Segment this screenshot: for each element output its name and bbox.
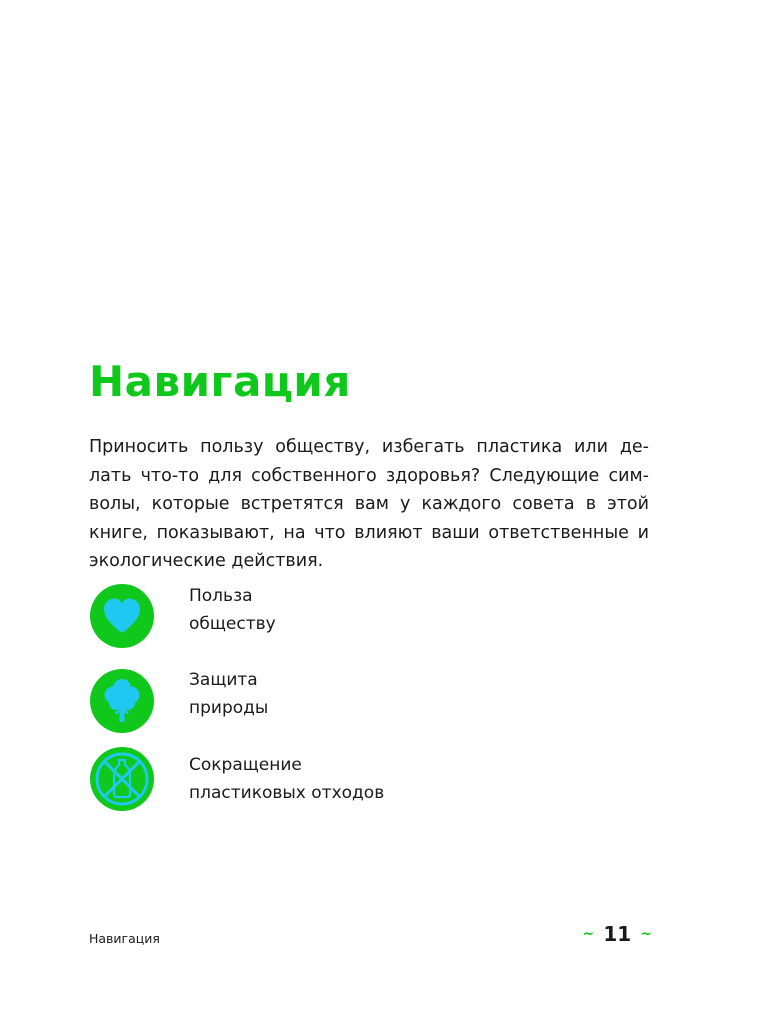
legend-label-line1: Сокращение [189, 755, 302, 775]
heart-icon [89, 583, 155, 649]
legend-label [189, 666, 268, 722]
legend-item-society [89, 583, 569, 653]
legend-label [189, 582, 276, 638]
intro-line: книге, показывают, на что влияют ваши ответственные и [89, 522, 649, 543]
page-number [583, 922, 653, 946]
legend-label-line2: пластиковых отходов [189, 783, 385, 803]
legend-label-line1: Польза [189, 586, 253, 606]
legend-label-line1: Защита [189, 670, 258, 690]
page-number-value: 11 [603, 922, 632, 946]
legend-item-plastic [89, 746, 569, 816]
page-number-tilde-left: ~ [582, 926, 595, 942]
legend-label-line2: обществу [189, 614, 276, 634]
no-plastic-bottle-icon [89, 746, 155, 812]
intro-paragraph [89, 433, 649, 576]
intro-line: экологические действия. [89, 551, 324, 571]
legend-label [189, 751, 384, 807]
legend-item-nature [89, 668, 569, 738]
legend-label-line2: природы [189, 698, 269, 718]
page-title: Навигация [89, 357, 351, 406]
page-number-tilde-right: ~ [640, 926, 652, 942]
tree-icon [89, 668, 155, 734]
footer-section-title: Навигация [89, 931, 160, 946]
intro-line: волы, которые встретятся вам у каждого совета в этой [89, 494, 649, 514]
intro-line: Приносить пользу обществу, избегать пластика или де- [89, 437, 649, 457]
intro-line: лать что-то для собственного здоровья? Следующие сим- [89, 465, 649, 486]
